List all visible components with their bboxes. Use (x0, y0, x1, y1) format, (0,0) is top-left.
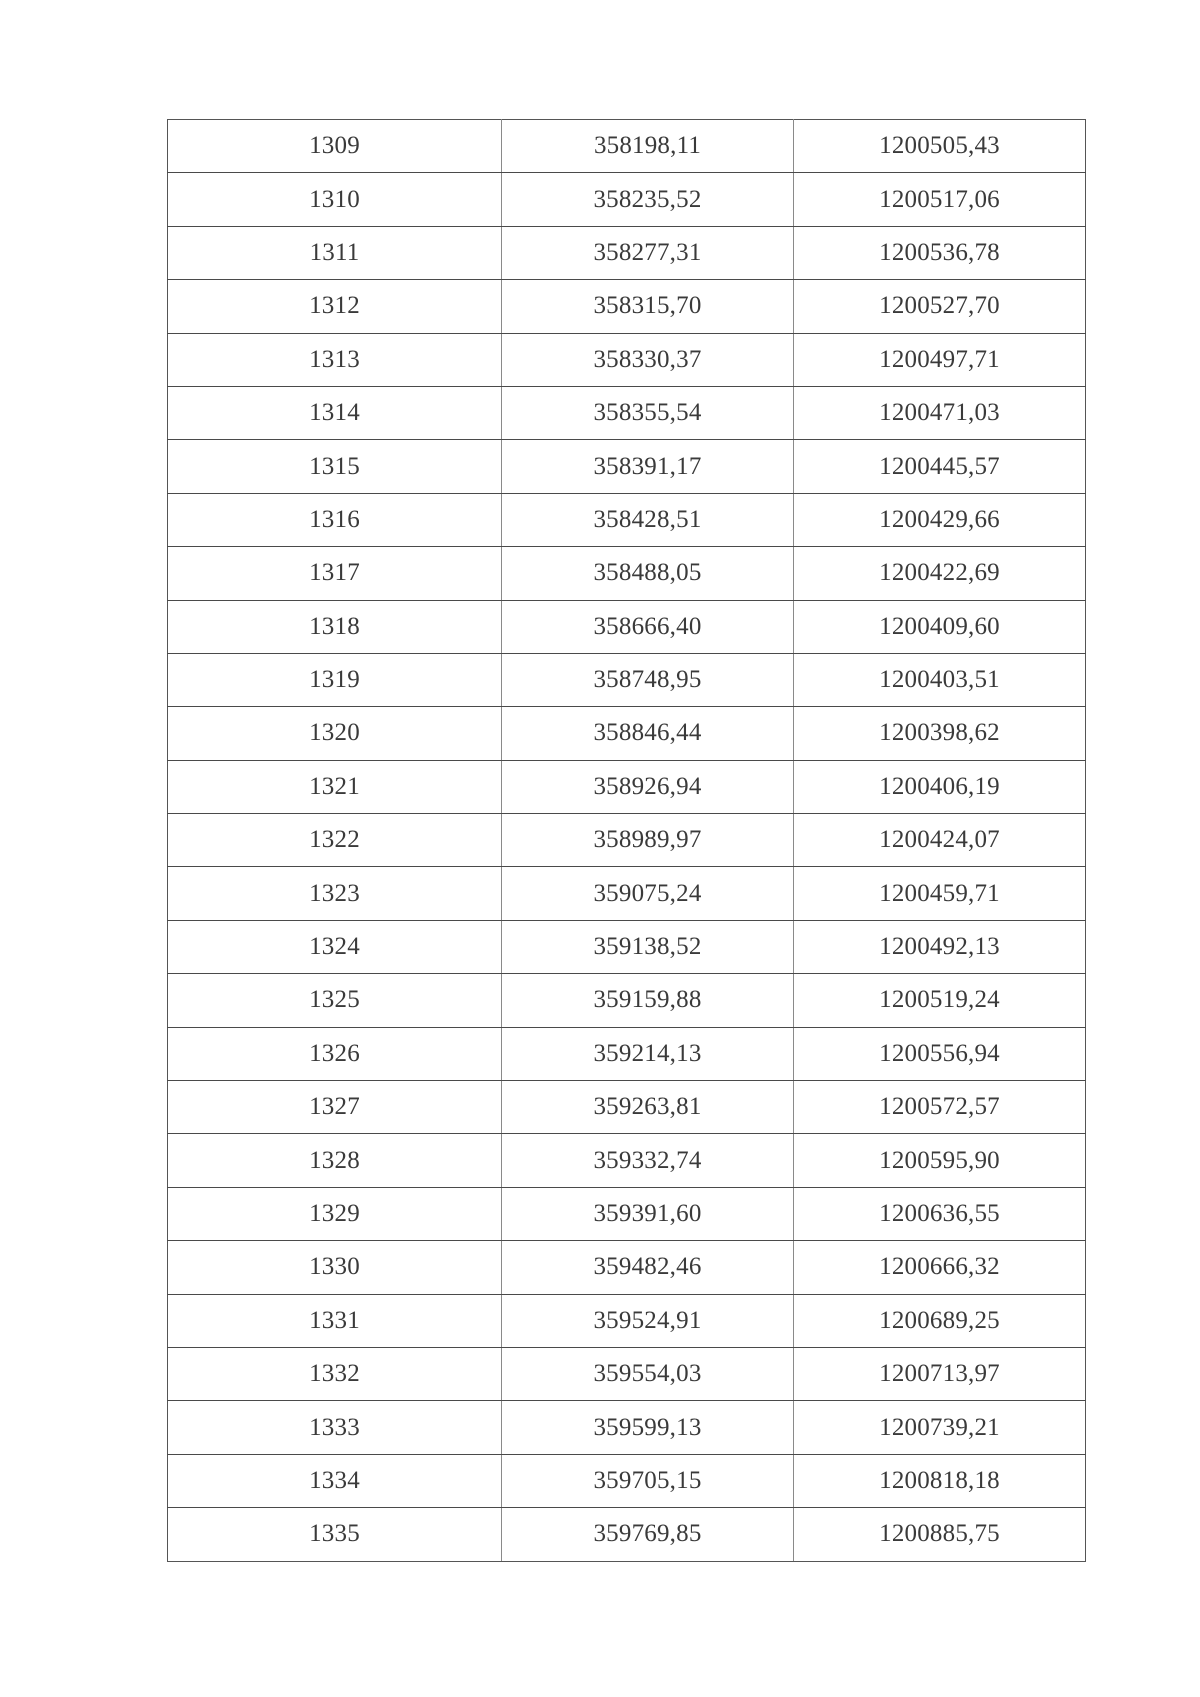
y-coordinate-cell: 1200739,21 (794, 1401, 1086, 1454)
x-coordinate-cell: 359524,91 (502, 1294, 794, 1347)
table-row (168, 1347, 1086, 1400)
table-row (168, 760, 1086, 813)
x-coordinate-cell: 358315,70 (502, 280, 794, 333)
table-row (168, 814, 1086, 867)
point-number-cell: 1334 (168, 1454, 502, 1507)
y-coordinate-cell: 1200517,06 (794, 173, 1086, 226)
table-row (168, 280, 1086, 333)
point-number-cell: 1323 (168, 867, 502, 920)
y-coordinate-cell: 1200403,51 (794, 653, 1086, 706)
y-coordinate-cell: 1200424,07 (794, 814, 1086, 867)
table-row (168, 867, 1086, 920)
x-coordinate-cell: 358926,94 (502, 760, 794, 813)
x-coordinate-cell: 358198,11 (502, 120, 794, 173)
point-number-cell: 1325 (168, 974, 502, 1027)
point-number-cell: 1329 (168, 1187, 502, 1240)
x-coordinate-cell: 358277,31 (502, 226, 794, 279)
y-coordinate-cell: 1200406,19 (794, 760, 1086, 813)
point-number-cell: 1327 (168, 1081, 502, 1134)
y-coordinate-cell: 1200636,55 (794, 1187, 1086, 1240)
point-number-cell: 1314 (168, 386, 502, 439)
x-coordinate-cell: 359075,24 (502, 867, 794, 920)
x-coordinate-cell: 358391,17 (502, 440, 794, 493)
x-coordinate-cell: 359263,81 (502, 1081, 794, 1134)
x-coordinate-cell: 358428,51 (502, 493, 794, 546)
point-number-cell: 1317 (168, 547, 502, 600)
point-number-cell: 1328 (168, 1134, 502, 1187)
point-number-cell: 1331 (168, 1294, 502, 1347)
point-number-cell: 1326 (168, 1027, 502, 1080)
y-coordinate-cell: 1200429,66 (794, 493, 1086, 546)
table-row (168, 974, 1086, 1027)
point-number-cell: 1309 (168, 120, 502, 173)
y-coordinate-cell: 1200666,32 (794, 1241, 1086, 1294)
coordinates-table-body (168, 120, 1086, 1562)
point-number-cell: 1333 (168, 1401, 502, 1454)
point-number-cell: 1316 (168, 493, 502, 546)
x-coordinate-cell: 359159,88 (502, 974, 794, 1027)
x-coordinate-cell: 358666,40 (502, 600, 794, 653)
table-row (168, 493, 1086, 546)
x-coordinate-cell: 358330,37 (502, 333, 794, 386)
y-coordinate-cell: 1200409,60 (794, 600, 1086, 653)
point-number-cell: 1322 (168, 814, 502, 867)
x-coordinate-cell: 359482,46 (502, 1241, 794, 1294)
y-coordinate-cell: 1200713,97 (794, 1347, 1086, 1400)
x-coordinate-cell: 358989,97 (502, 814, 794, 867)
y-coordinate-cell: 1200422,69 (794, 547, 1086, 600)
point-number-cell: 1315 (168, 440, 502, 493)
table-row (168, 386, 1086, 439)
x-coordinate-cell: 359214,13 (502, 1027, 794, 1080)
table-row (168, 1187, 1086, 1240)
table-row (168, 1294, 1086, 1347)
point-number-cell: 1319 (168, 653, 502, 706)
point-number-cell: 1332 (168, 1347, 502, 1400)
point-number-cell: 1310 (168, 173, 502, 226)
y-coordinate-cell: 1200459,71 (794, 867, 1086, 920)
y-coordinate-cell: 1200536,78 (794, 226, 1086, 279)
x-coordinate-cell: 358846,44 (502, 707, 794, 760)
x-coordinate-cell: 359599,13 (502, 1401, 794, 1454)
table-row (168, 653, 1086, 706)
point-number-cell: 1324 (168, 920, 502, 973)
y-coordinate-cell: 1200572,57 (794, 1081, 1086, 1134)
x-coordinate-cell: 359769,85 (502, 1508, 794, 1561)
y-coordinate-cell: 1200556,94 (794, 1027, 1086, 1080)
y-coordinate-cell: 1200885,75 (794, 1508, 1086, 1561)
y-coordinate-cell: 1200505,43 (794, 120, 1086, 173)
point-number-cell: 1312 (168, 280, 502, 333)
table-row (168, 120, 1086, 173)
x-coordinate-cell: 358355,54 (502, 386, 794, 439)
x-coordinate-cell: 359705,15 (502, 1454, 794, 1507)
point-number-cell: 1318 (168, 600, 502, 653)
table-row (168, 600, 1086, 653)
y-coordinate-cell: 1200689,25 (794, 1294, 1086, 1347)
y-coordinate-cell: 1200445,57 (794, 440, 1086, 493)
table-row (168, 1401, 1086, 1454)
point-number-cell: 1330 (168, 1241, 502, 1294)
point-number-cell: 1335 (168, 1508, 502, 1561)
point-number-cell: 1320 (168, 707, 502, 760)
y-coordinate-cell: 1200818,18 (794, 1454, 1086, 1507)
table-row (168, 547, 1086, 600)
y-coordinate-cell: 1200471,03 (794, 386, 1086, 439)
x-coordinate-cell: 358488,05 (502, 547, 794, 600)
table-row (168, 333, 1086, 386)
x-coordinate-cell: 358748,95 (502, 653, 794, 706)
table-row (168, 1081, 1086, 1134)
x-coordinate-cell: 359554,03 (502, 1347, 794, 1400)
table-row (168, 440, 1086, 493)
y-coordinate-cell: 1200398,62 (794, 707, 1086, 760)
table-row (168, 226, 1086, 279)
point-number-cell: 1313 (168, 333, 502, 386)
table-row (168, 1241, 1086, 1294)
x-coordinate-cell: 359138,52 (502, 920, 794, 973)
point-number-cell: 1311 (168, 226, 502, 279)
y-coordinate-cell: 1200492,13 (794, 920, 1086, 973)
table-row (168, 173, 1086, 226)
table-row (168, 1454, 1086, 1507)
x-coordinate-cell: 358235,52 (502, 173, 794, 226)
y-coordinate-cell: 1200595,90 (794, 1134, 1086, 1187)
x-coordinate-cell: 359332,74 (502, 1134, 794, 1187)
point-number-cell: 1321 (168, 760, 502, 813)
table-row (168, 1508, 1086, 1561)
x-coordinate-cell: 359391,60 (502, 1187, 794, 1240)
table-row (168, 1134, 1086, 1187)
y-coordinate-cell: 1200519,24 (794, 974, 1086, 1027)
table-row (168, 920, 1086, 973)
table-row (168, 1027, 1086, 1080)
coordinates-table (167, 119, 1086, 1562)
table-row (168, 707, 1086, 760)
y-coordinate-cell: 1200497,71 (794, 333, 1086, 386)
y-coordinate-cell: 1200527,70 (794, 280, 1086, 333)
